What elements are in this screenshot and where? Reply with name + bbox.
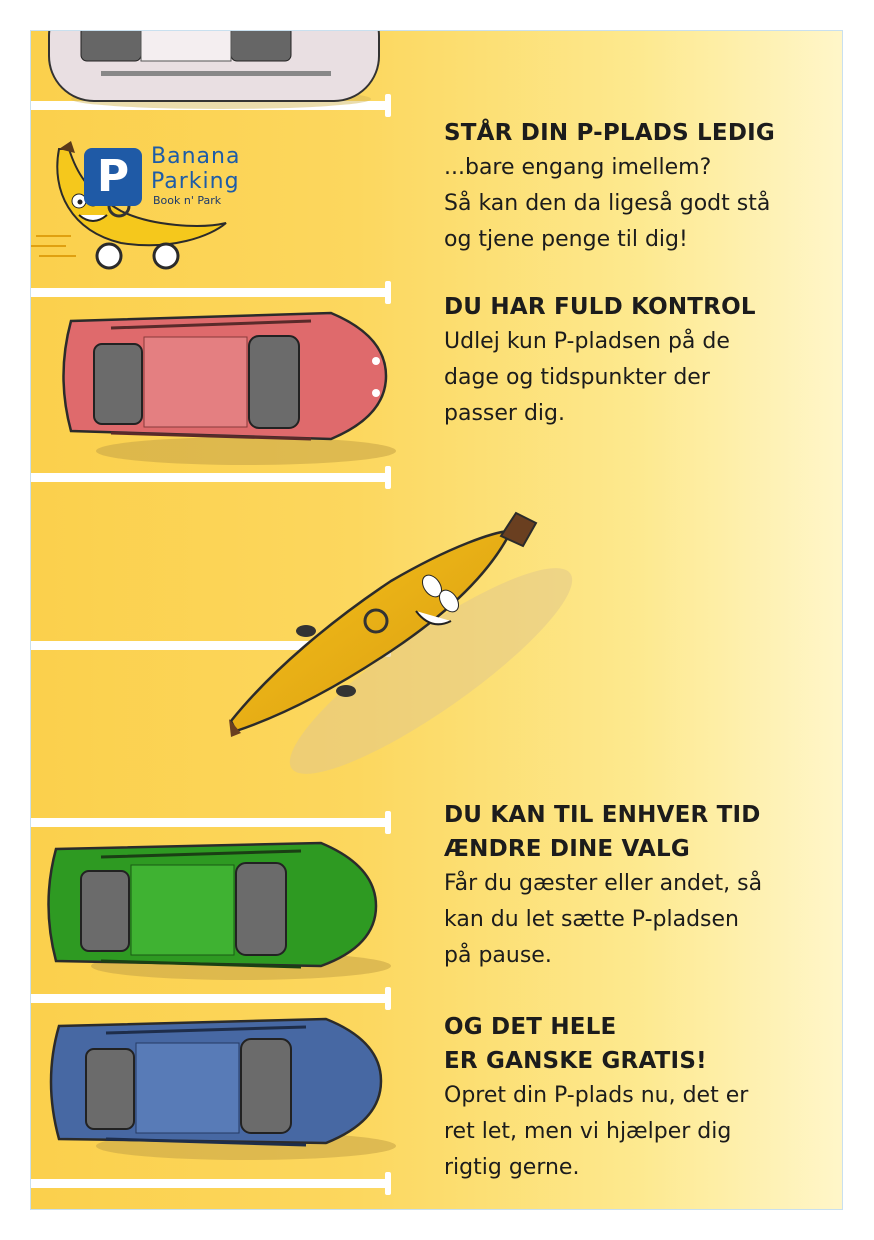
car-blue — [51, 1019, 396, 1160]
brand-logo — [151, 144, 240, 208]
car-green — [49, 843, 392, 980]
banana-car-center — [229, 513, 593, 801]
section-change — [444, 798, 824, 974]
section-control — [444, 290, 824, 432]
section-free — [444, 1010, 824, 1186]
brand-tagline: Book n' Park — [153, 194, 222, 207]
section-body: Opret din P-plads nu, det er ret let, men vi hjælper dig rigtig gerne. — [444, 1083, 749, 1180]
section-body: Får du gæster eller andet, så kan du let sætte P-pladsen på pause. — [444, 871, 763, 968]
section-available — [444, 116, 824, 258]
brand-name-line1: Banana — [151, 144, 241, 169]
section-heading: OG DET HELE ER GANSKE GRATIS! — [444, 1014, 707, 1074]
section-heading: DU HAR FULD KONTROL — [444, 294, 756, 320]
car-red — [64, 313, 397, 465]
section-body: Udlej kun P-pladsen på de dage og tidspunkter der passer dig. — [444, 329, 730, 426]
car-white-partial — [49, 31, 379, 109]
poster — [30, 30, 843, 1210]
brand-name-line2: Parking — [151, 169, 240, 194]
parking-p-icon: P — [84, 148, 142, 206]
section-body: ...bare engang imellem? Så kan den da ligeså godt stå og tjene penge til dig! — [444, 155, 771, 252]
section-heading: DU KAN TIL ENHVER TID ÆNDRE DINE VALG — [444, 802, 761, 862]
section-heading: STÅR DIN P-PLADS LEDIG — [444, 120, 775, 146]
